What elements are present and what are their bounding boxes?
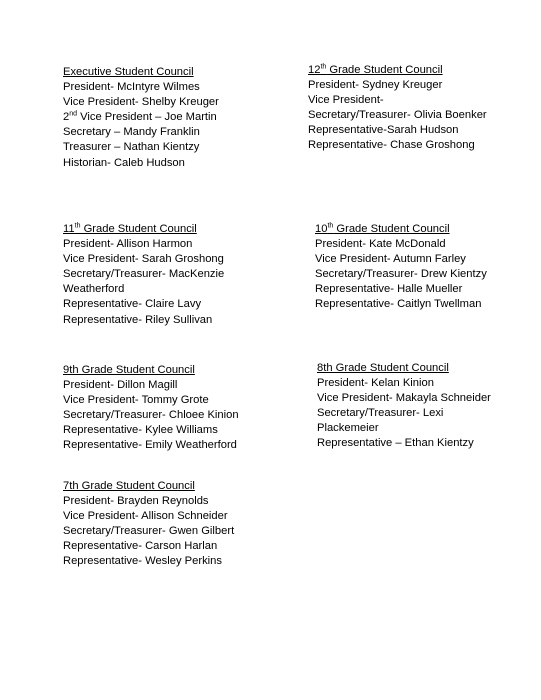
section-title — [308, 63, 528, 78]
grade-7-council-section — [63, 479, 293, 570]
member-line: President- McIntyre Wilmes — [63, 81, 200, 94]
member-line: President- Dillon Magill — [63, 379, 178, 392]
member-line: Weatherford — [63, 283, 125, 296]
member-line: Vice President- Allison Schneider — [63, 510, 228, 523]
member-line: Representative- Kylee Williams — [63, 424, 218, 437]
member-line: Vice President- Sarah Groshong — [63, 253, 224, 266]
grade-11-council-section — [63, 222, 283, 328]
section-title — [63, 222, 283, 237]
member-line: Representative- Caitlyn Twellman — [315, 298, 482, 311]
section-title: Executive Student Council — [63, 66, 194, 78]
member-line: President- Allison Harmon — [63, 238, 193, 251]
section-title: 8th Grade Student Council — [317, 362, 449, 374]
member-line: Treasurer – Nathan Kientzy — [63, 141, 200, 154]
member-line: Representative- Wesley Perkins — [63, 555, 222, 568]
member-line: Representative- Carson Harlan — [63, 540, 218, 553]
section-title: 7th Grade Student Council — [63, 480, 195, 492]
member-line: Vice President- Tommy Grote — [63, 394, 209, 407]
member-line: Secretary/Treasurer- Chloee Kinion — [63, 409, 239, 422]
member-line: Vice President- Shelby Kreuger — [63, 96, 219, 109]
member-line: Representative- Chase Groshong — [308, 139, 475, 152]
section-title — [315, 222, 535, 237]
ordinal-suffix: th — [327, 222, 334, 230]
member-line: Vice President- Makayla Schneider — [317, 392, 491, 405]
member-line: Secretary/Treasurer- MacKenzie — [63, 268, 225, 281]
grade-12-council-section — [308, 63, 528, 154]
title-text: Grade Student Council — [80, 223, 197, 235]
member-line: Secretary/Treasurer- Lexi — [317, 407, 444, 420]
grade-8-council-section — [317, 361, 517, 452]
member-line: Vice President- — [308, 94, 384, 107]
member-line: Secretary/Treasurer- Olivia Boenker — [308, 109, 487, 122]
member-line: Plackemeier — [317, 422, 379, 435]
member-line: Secretary/Treasurer- Gwen Gilbert — [63, 525, 235, 538]
member-line: Historian- Caleb Hudson — [63, 156, 185, 169]
executive-council-section — [63, 65, 283, 171]
ordinal-suffix: th — [320, 63, 327, 71]
member-line: Secretary/Treasurer- Drew Kientzy — [315, 268, 487, 281]
member-line: President- Sydney Kreuger — [308, 79, 443, 92]
member-line: Vice President- Autumn Farley — [315, 253, 466, 266]
member-line: Representative-Sarah Hudson — [308, 124, 459, 137]
ordinal-suffix: nd — [69, 110, 78, 118]
member-line: Representative- Emily Weatherford — [63, 439, 237, 452]
member-line: Representative- Claire Lavy — [63, 298, 202, 311]
title-text: Grade Student Council — [326, 64, 443, 76]
grade-9-council-section — [63, 363, 293, 454]
ordinal-number: 2 — [63, 111, 70, 124]
member-line: Representative- Halle Mueller — [315, 283, 463, 296]
ordinal-number: 10 — [315, 223, 328, 235]
member-line: President- Kate McDonald — [315, 238, 446, 251]
grade-10-council-section — [315, 222, 535, 313]
member-line: President- Kelan Kinion — [317, 377, 434, 390]
member-line: President- Brayden Reynolds — [63, 495, 209, 508]
ordinal-number: 11 — [63, 223, 75, 235]
title-text: Grade Student Council — [333, 223, 450, 235]
member-line: Secretary – Mandy Franklin — [63, 126, 200, 139]
member-line — [63, 110, 283, 125]
member-line: Representative – Ethan Kientzy — [317, 437, 474, 450]
member-text: Vice President – Joe Martin — [77, 111, 217, 124]
ordinal-number: 12 — [308, 64, 321, 76]
section-title: 9th Grade Student Council — [63, 364, 195, 376]
ordinal-suffix: th — [74, 222, 81, 230]
member-line: Representative- Riley Sullivan — [63, 313, 213, 326]
